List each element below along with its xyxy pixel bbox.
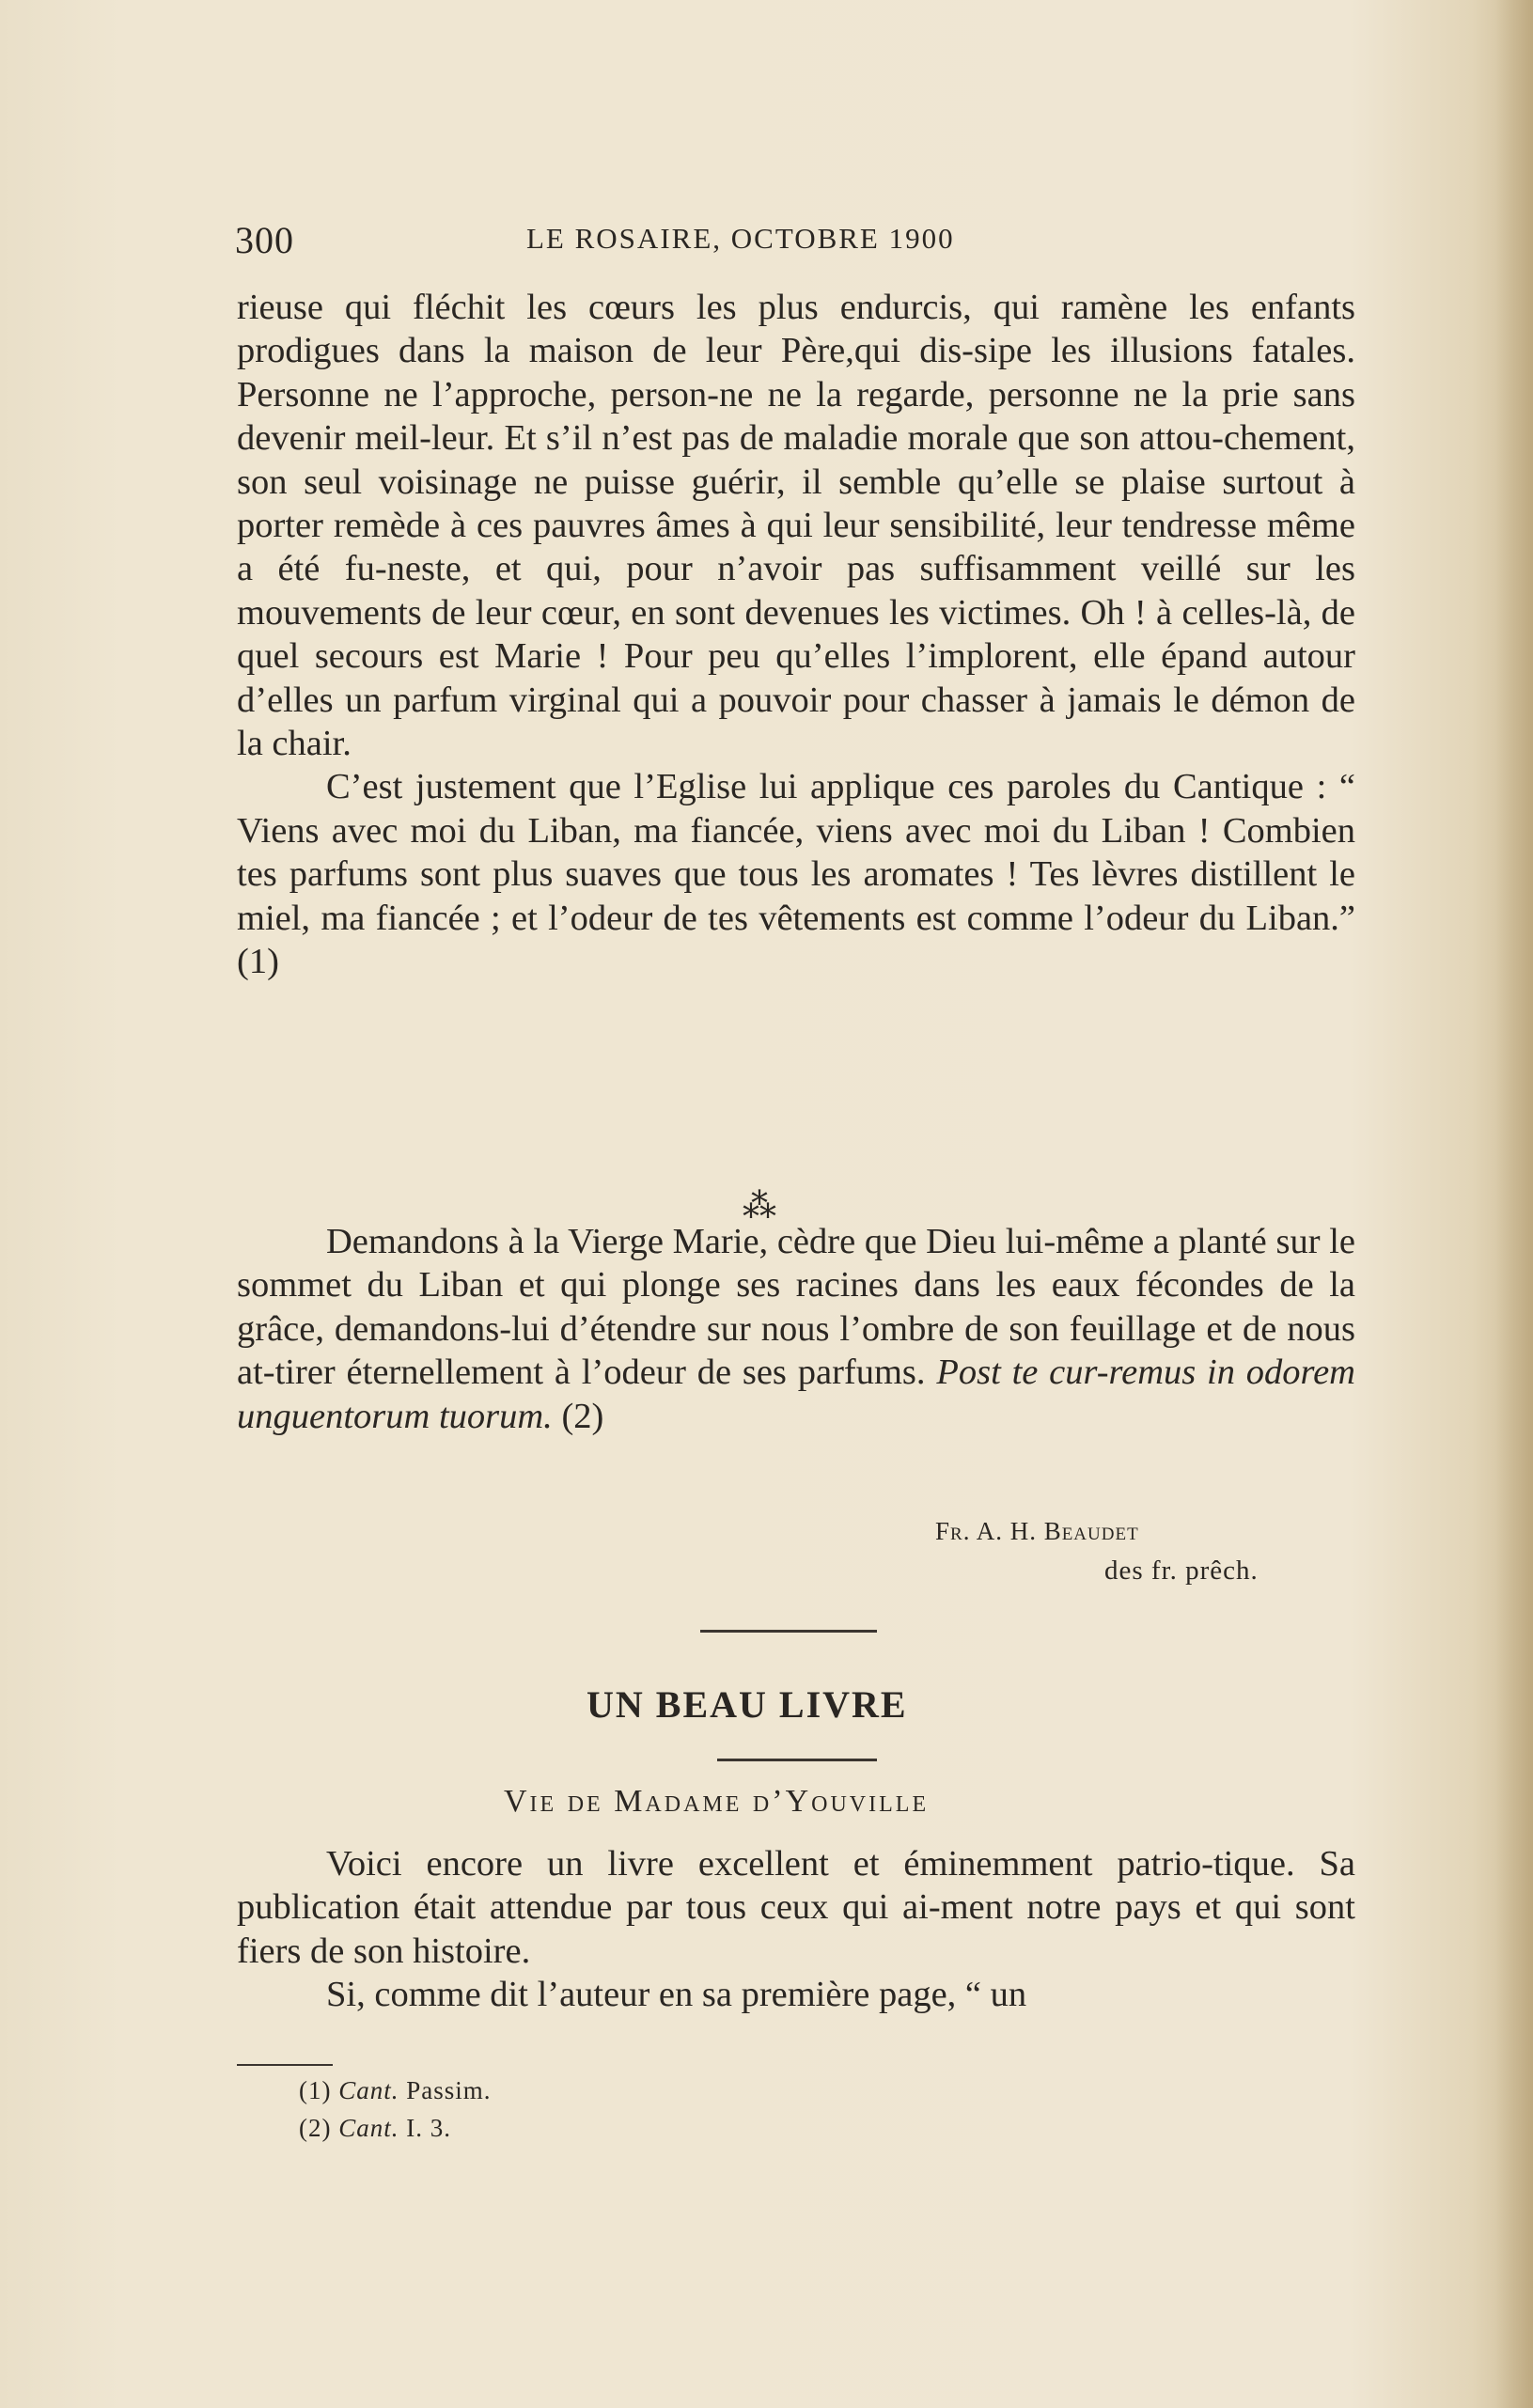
footnotes [299, 2072, 492, 2147]
section-subtitle: Vie de Madame d’Youville [504, 1784, 930, 1819]
footnote-item [299, 2072, 492, 2109]
footnote-ref: I. 3. [406, 2114, 451, 2142]
asterism-separator: ⁂ [743, 1187, 774, 1225]
footnote-item [299, 2109, 492, 2147]
signature-name: Fr. A. H. Beaudet [935, 1517, 1139, 1545]
body-text-closing [237, 1220, 1355, 1438]
section-divider [700, 1630, 877, 1633]
running-head: LE ROSAIRE, OCTOBRE 1900 [526, 222, 955, 255]
title-underline [717, 1759, 877, 1761]
footnote-cite: Cant. [338, 2076, 399, 2104]
footnote-cite: Cant. [338, 2114, 399, 2142]
footnote-rule [237, 2064, 333, 2066]
page-number: 300 [235, 219, 294, 261]
note-reference: (2) [561, 1396, 604, 1436]
signature [935, 1511, 1259, 1590]
closing-text: Demandons à la Vierge Marie, cèdre que Dieu lui-même a planté sur le sommet du Liban et qui plonge ses racines dans les eaux fécondes de la grâce, demandons-lui d’étendre sur nous l’ombre de son feuillage et de nous at-tirer éternellement à l’odeur de ses parfums. [237, 1222, 1355, 1393]
paragraph-closing [237, 1220, 1355, 1438]
signature-title: des fr. prêch. [1104, 1556, 1259, 1586]
latin-quote: Post te cur-remus in odorem unguentorum tuorum. [237, 1353, 1355, 1436]
paragraph-cantique: C’est justement que l’Eglise lui applique ces paroles du Cantique : “ Viens avec moi du Liban, ma fiancée, viens avec moi du Liban ! Combien tes parfums sont plus suaves que tous les aromates ! Tes lèvres distillent le miel, ma fiancée ; et l’odeur de tes vêtements est comme l’odeur du Liban.” (1) [237, 767, 1355, 982]
section-title: UN BEAU LIVRE [587, 1683, 908, 1726]
paragraph-review-continued: Si, comme dit l’auteur en sa première page, “ un [326, 1975, 1027, 2015]
paragraph-review: Voici encore un livre excellent et éminemment patrio-tique. Sa publication était attendue par tous ceux qui ai-ment notre pays et qui sont fiers de son histoire. [237, 1844, 1355, 1971]
footnote-ref: Passim. [406, 2076, 492, 2104]
body-text-top [237, 286, 1355, 984]
body-text-bottom [237, 1842, 1355, 2017]
page-header [235, 218, 1344, 265]
paragraph-continuation: rieuse qui fléchit les cœurs les plus endurcis, qui ramène les enfants prodigues dans la maison de leur Père,qui dis-sipe les illusions fatales. Personne ne l’approche, person-ne ne la regarde, personne ne la prie sans devenir meil-leur. Et s’il n’est pas de maladie morale que son attou-chement, son seul voisinage ne puisse guérir, il semble qu’elle se plaise surtout à porter remède à ces pauvres âmes à qui leur sensibilité, leur tendresse même a été fu-neste, et qui, pour n’avoir pas suffisamment veillé sur les mouvements de leur cœur, en sont devenues les victimes. Oh ! à celles-là, de quel secours est Marie ! Pour peu qu’elles l’implorent, elle épand autour d’elles un parfum virginal qui a pouvoir pour chasser à jamais le démon de la chair. [237, 288, 1355, 764]
footnote-number: (1) [299, 2076, 332, 2104]
spine-shadow [1495, 0, 1533, 2408]
footnote-number: (2) [299, 2114, 332, 2142]
